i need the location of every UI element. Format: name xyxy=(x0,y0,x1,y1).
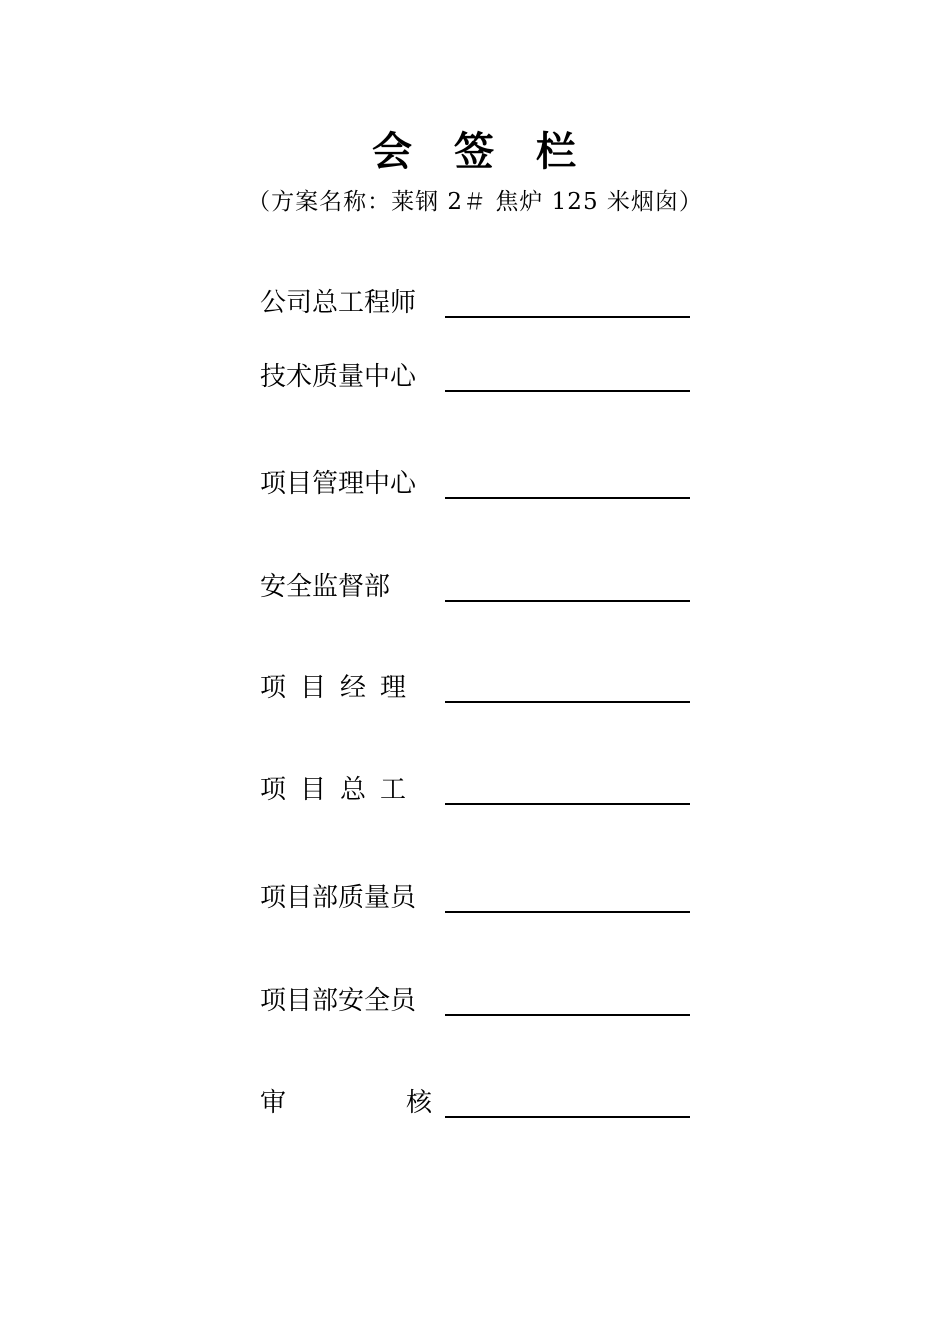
signoff-label-first-char: 审 xyxy=(260,1088,287,1118)
signature-line xyxy=(445,701,690,703)
signature-line xyxy=(445,390,690,392)
signature-line xyxy=(445,316,690,318)
signoff-row-tech-quality-center xyxy=(260,360,700,400)
signoff-row-quality-officer xyxy=(260,881,700,921)
signoff-row-review xyxy=(260,1086,700,1126)
signoff-label: 项目管理中心 xyxy=(260,469,417,499)
signature-line xyxy=(445,1014,690,1016)
signoff-row-project-chief-engineer xyxy=(260,773,700,813)
signoff-label xyxy=(260,1086,432,1120)
signoff-label-last-char: 核 xyxy=(405,1088,432,1118)
signoff-label: 项目经理 xyxy=(260,673,421,703)
page-title: 会签栏 xyxy=(372,128,618,175)
signoff-label: 安全监督部 xyxy=(260,572,391,602)
signoff-label: 技术质量中心 xyxy=(260,362,417,392)
signature-line xyxy=(445,600,690,602)
scheme-name-subtitle: （方案名称：莱钢 2＃ 焦炉 125 米烟囱） xyxy=(247,189,703,215)
signoff-label: 项目部质量员 xyxy=(260,883,417,913)
signature-line xyxy=(445,911,690,913)
signature-line xyxy=(445,1116,690,1118)
signoff-label: 项目部安全员 xyxy=(260,986,417,1016)
signoff-label: 项目总工 xyxy=(260,775,421,805)
signature-line xyxy=(445,803,690,805)
signoff-row-project-mgmt-center xyxy=(260,467,700,507)
signoff-row-chief-engineer xyxy=(260,286,700,326)
signoff-row-project-manager xyxy=(260,671,700,711)
signoff-label: 公司总工程师 xyxy=(260,288,417,318)
signoff-row-safety-officer xyxy=(260,984,700,1024)
signoff-row-safety-supervision xyxy=(260,570,700,610)
signature-line xyxy=(445,497,690,499)
